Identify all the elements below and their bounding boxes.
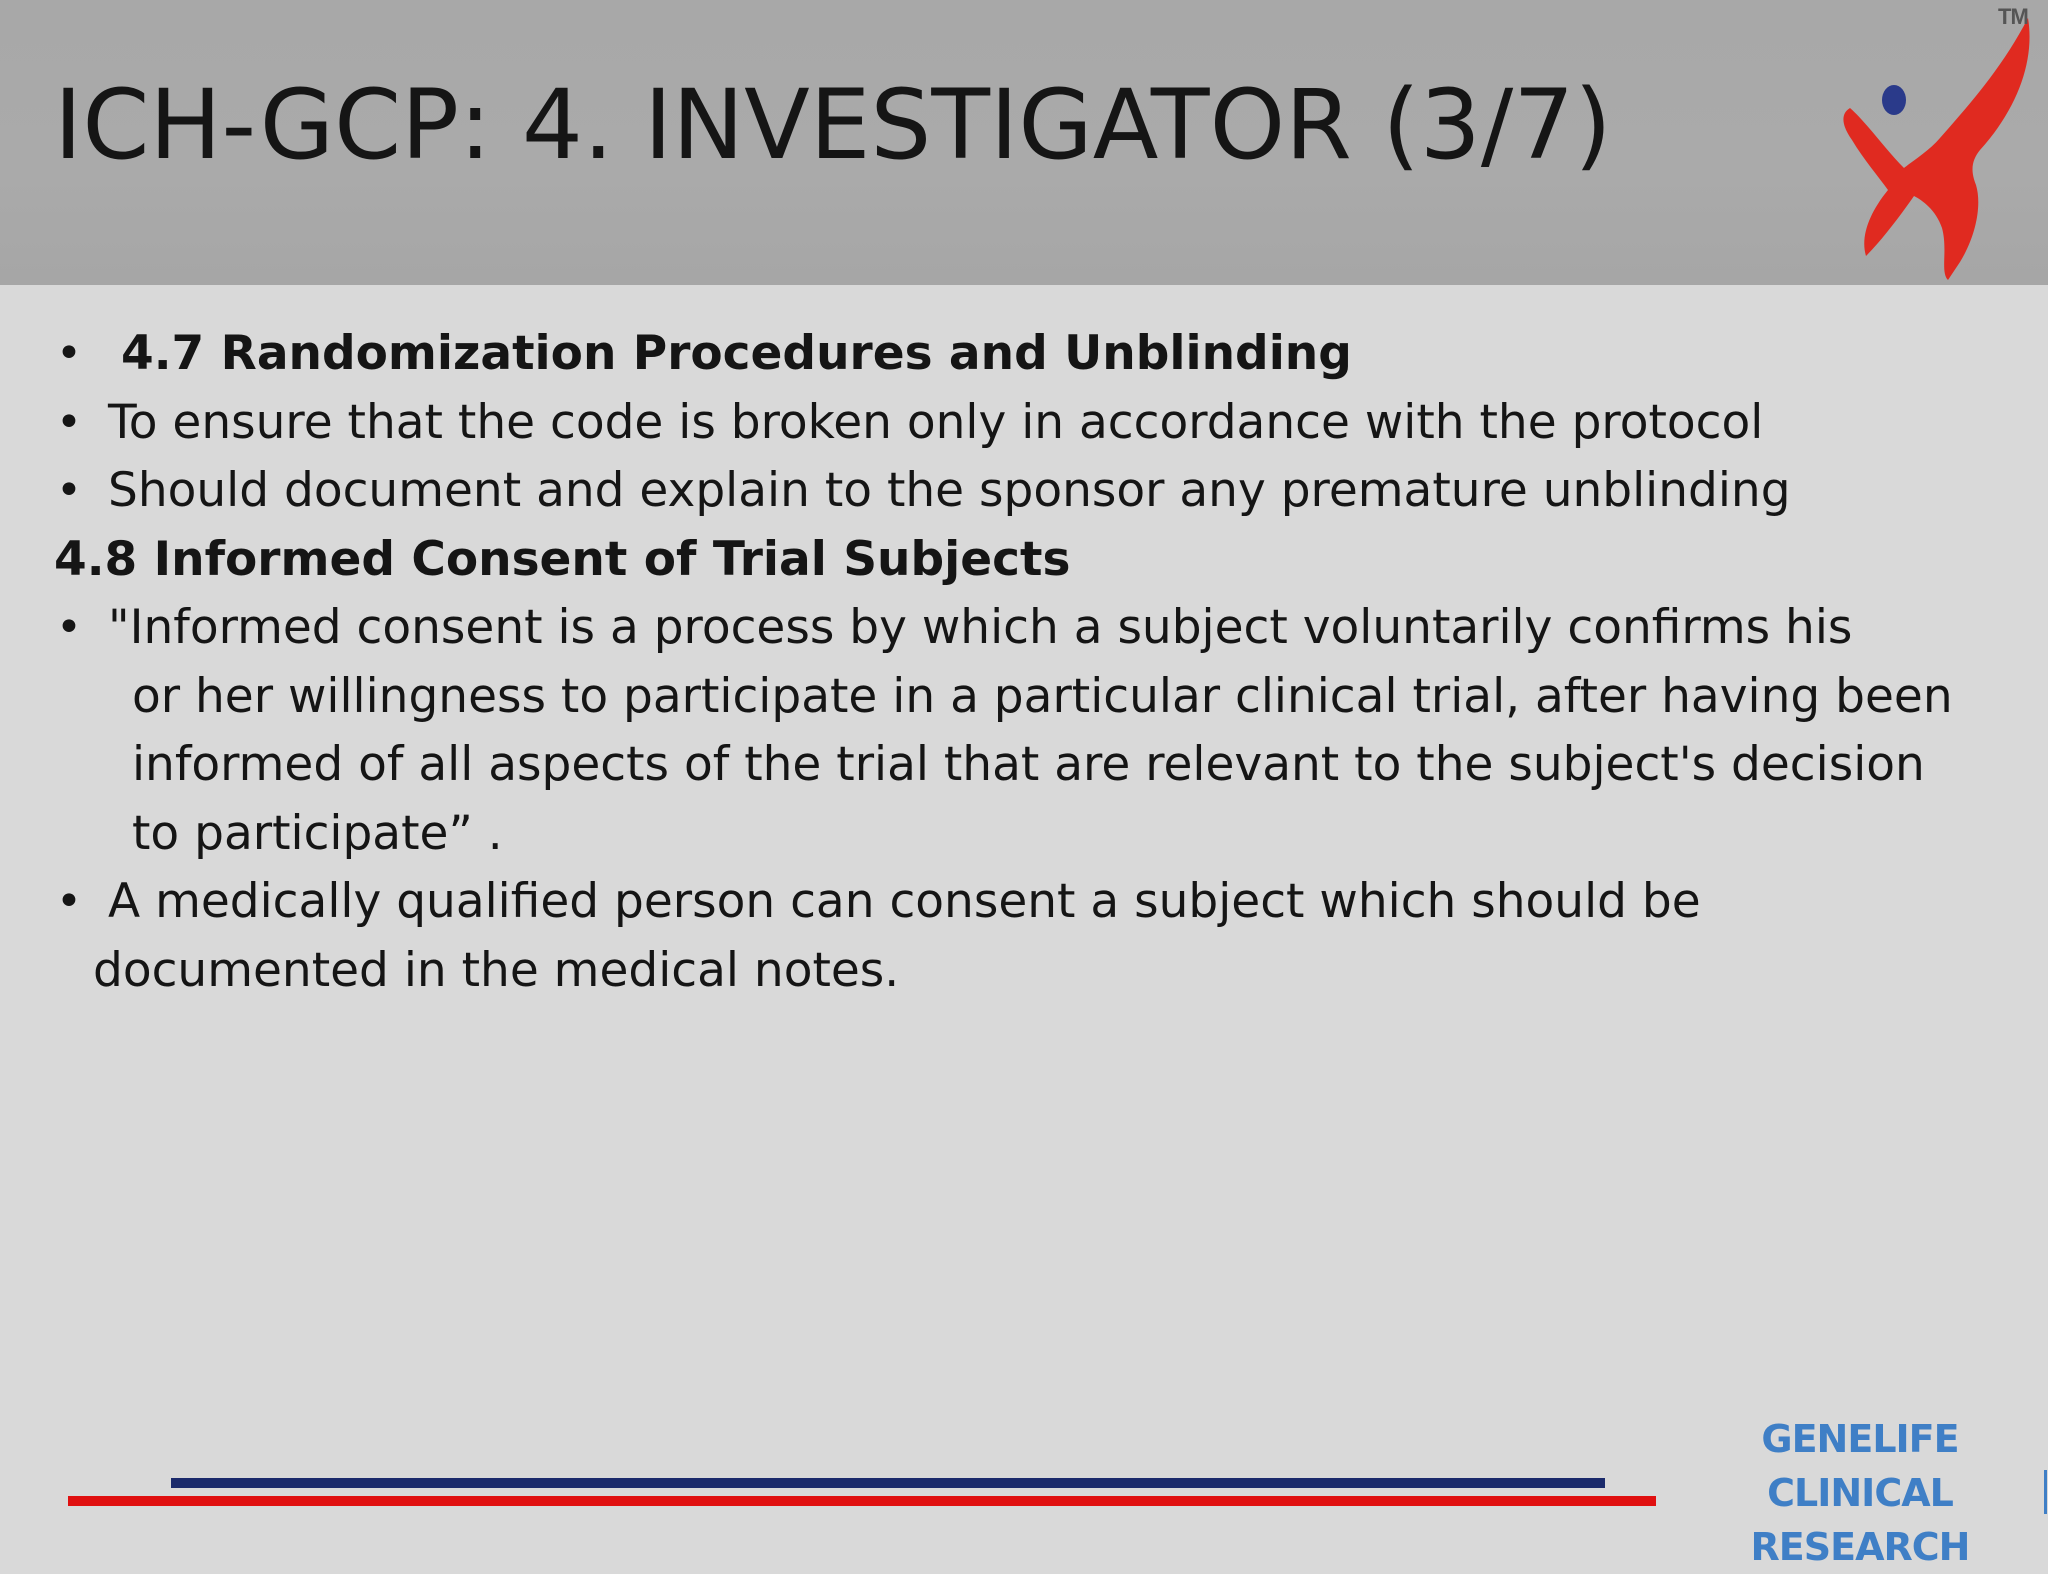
genelife-logo-icon xyxy=(1830,0,2048,285)
list-item-text: A medically qualified person can consent a subject which should be xyxy=(108,874,1701,929)
bullet-icon: • xyxy=(56,396,82,448)
title-banner xyxy=(0,0,2048,285)
logo-figure-swoosh xyxy=(1843,18,2029,280)
brand-line: GENELIFE CLINICAL xyxy=(1761,1417,1959,1515)
brand-edge-mark xyxy=(2044,1470,2047,1514)
quote-text-line: informed of all aspects of the trial that are relevant to the subject's decision xyxy=(132,737,1925,792)
bullet-icon: • xyxy=(56,602,82,653)
footer-brand xyxy=(1680,1412,2040,1574)
bullet-icon: • xyxy=(56,328,82,379)
list-item-text: Should document and explain to the sponsor any premature unblinding xyxy=(108,463,1791,518)
trademark-label: TM xyxy=(1998,4,2028,29)
footer-blue-rule xyxy=(171,1478,1605,1488)
brand-line: RESEARCH xyxy=(1750,1525,1970,1569)
footer-red-rule xyxy=(68,1496,1656,1506)
quote-text-line: to participate” . xyxy=(132,805,503,861)
list-item-text: To ensure that the code is broken only in accordance with the protocol xyxy=(108,394,1764,450)
bullet-icon: • xyxy=(56,465,82,516)
logo-figure-head xyxy=(1882,85,1906,115)
quote-text-line: "Informed consent is a process by which a subject voluntarily confirms his xyxy=(108,600,1853,655)
quote-text-line: or her willingness to participate in a particular clinical trial, after having been xyxy=(132,668,1953,724)
list-item-text: documented in the medical notes. xyxy=(93,942,900,998)
informed-consent-heading: 4.8 Informed Consent of Trial Subjects xyxy=(54,531,1071,587)
slide-title: ICH-GCP: 4. INVESTIGATOR (3/7) xyxy=(54,69,1612,181)
randomization-heading: 4.7 Randomization Procedures and Unblinding xyxy=(121,326,1352,381)
bullet-icon: • xyxy=(56,876,82,927)
